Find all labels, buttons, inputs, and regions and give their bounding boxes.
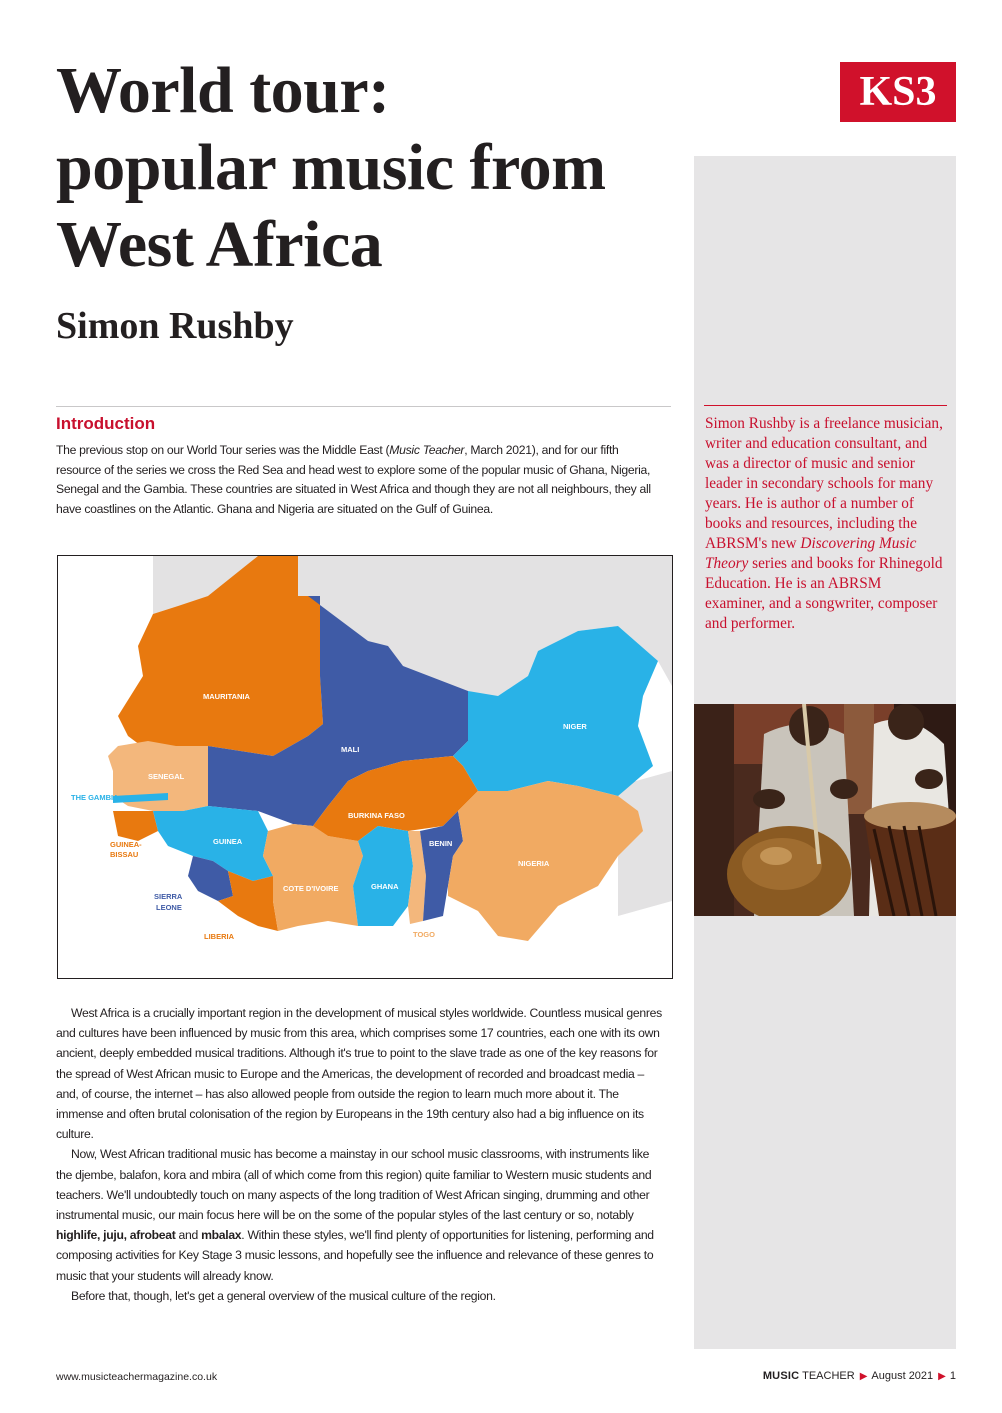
- footer-magazine-rest: TEACHER: [799, 1370, 855, 1382]
- title-line-2: popular music from: [56, 131, 606, 204]
- title-line-3: West Africa: [56, 208, 383, 281]
- label-sierra-leone-1: SIERRA: [154, 892, 183, 901]
- footer-publication-info: [763, 1370, 956, 1382]
- label-cote-divoire: COTE D'IVOIRE: [283, 884, 339, 893]
- intro-divider: [56, 406, 671, 407]
- label-burkina-faso: BURKINA FASO: [348, 811, 405, 820]
- label-gambia: THE GAMBIA: [71, 793, 119, 802]
- region-mauritania: [118, 556, 323, 756]
- genre-afrobeat: afrobeat: [129, 1228, 176, 1243]
- label-mauritania: MAURITANIA: [203, 692, 250, 701]
- region-guinea-bissau: [113, 811, 158, 841]
- body-paragraph-3: Before that, though, let's get a general overview of the musical culture of the region.: [71, 1288, 496, 1303]
- author-name: Simon Rushby: [56, 305, 294, 347]
- label-guinea-bissau-2: BISSAU: [110, 850, 139, 859]
- label-senegal: SENEGAL: [148, 772, 185, 781]
- label-liberia: LIBERIA: [204, 932, 234, 941]
- body-paragraph-1: West Africa is a crucially important region in the development of musical styles worldwide. Countless musical genres and cultures have been influenced by music from this area, which comprises some 17 countries, each one with its own ancient, deeply embedded musical traditions. Although it's true to point to the slave trade as one of the key reasons for the spread of West African music to Europe and the Americas, the development of recorded and broadcast media – and, of course, the internet – has also allowed people from outside the region to learn much more about it. The immense and often brutal colonisation of the region by Europeans in the 19th century also had a big influence on its culture.: [56, 1006, 662, 1142]
- label-benin: BENIN: [429, 839, 453, 848]
- bio-divider: [704, 405, 947, 406]
- region-ghana: [353, 826, 413, 926]
- article-title: [56, 52, 696, 283]
- map-graphic: [58, 556, 672, 978]
- footer-issue: August 2021: [871, 1370, 934, 1382]
- genre-juju: juju: [103, 1228, 124, 1243]
- label-sierra-leone-2: LEONE: [156, 903, 182, 912]
- arrow-right-icon: ▶: [859, 1371, 868, 1382]
- region-cote-divoire: [263, 824, 363, 931]
- musicians-photo: [694, 704, 956, 916]
- book-series-title: Discovering Music Theory: [705, 535, 917, 572]
- arrow-right-icon: ▶: [938, 1371, 946, 1382]
- genre-highlife: highlife: [56, 1228, 97, 1243]
- level-badge: KS3: [840, 62, 956, 122]
- page-number: 1: [949, 1370, 956, 1382]
- article-body: [56, 1003, 668, 1306]
- author-bio: Simon Rushby is a freelance musician, writer and education consultant, and was a director of music and senior leader in secondary schools for many years. He is author of a number of books and resources, including the ABRSM's new Discovering Music Theory series and books for Rhinegold Education. He is an ABRSM examiner, and a songwriter, composer and performer.: [705, 415, 943, 632]
- footer-website-link[interactable]: www.musicteachermagazine.co.uk: [56, 1371, 218, 1383]
- magazine-name: Music Teacher: [389, 443, 465, 457]
- label-togo: TOGO: [413, 930, 435, 939]
- footer-magazine-bold: MUSIC: [762, 1370, 800, 1382]
- label-niger: NIGER: [563, 722, 587, 731]
- label-guinea: GUINEA: [213, 837, 243, 846]
- title-line-1: World tour:: [56, 54, 390, 127]
- label-nigeria: NIGERIA: [518, 859, 550, 868]
- label-guinea-bissau-1: GUINEA-: [110, 840, 142, 849]
- genre-mbalax: mbalax: [201, 1228, 242, 1243]
- west-africa-map: [57, 555, 673, 979]
- label-ghana: GHANA: [371, 882, 399, 891]
- label-mali: MALI: [341, 745, 360, 754]
- intro-heading: Introduction: [56, 414, 156, 433]
- body-paragraph-2: Now, West African traditional music has become a mainstay in our school music classrooms, with instruments like the djembe, balafon, kora and mbira (all of which come from this region) quite familiar to Western music students and teachers. We'll undoubtedly touch on many aspects of the long tradition of West African singing, drumming and other instrumental music, our main focus here will be on the some of the popular styles of the last century or so, notably highlife, juju, afrobeat and mbalax. Within these styles, we'll find plenty of opportunities for listening, performing and composing activities for Key Stage 3 music lessons, and hopefully see the influence and relevance of these genres to music that your students will already know.: [56, 1147, 654, 1283]
- intro-paragraph: The previous stop on our World Tour series was the Middle East (Music Teacher, March 2021), and for our fifth resource of the series we cross the Red Sea and head west to explore some of the popular music of Ghana, Nigeria, Senegal and the Gambia. These countries are situated in West Africa and though they are not all neighbours, they all have coastlines on the Atlantic. Ghana and Nigeria are situated on the Gulf of Guinea.: [56, 443, 651, 516]
